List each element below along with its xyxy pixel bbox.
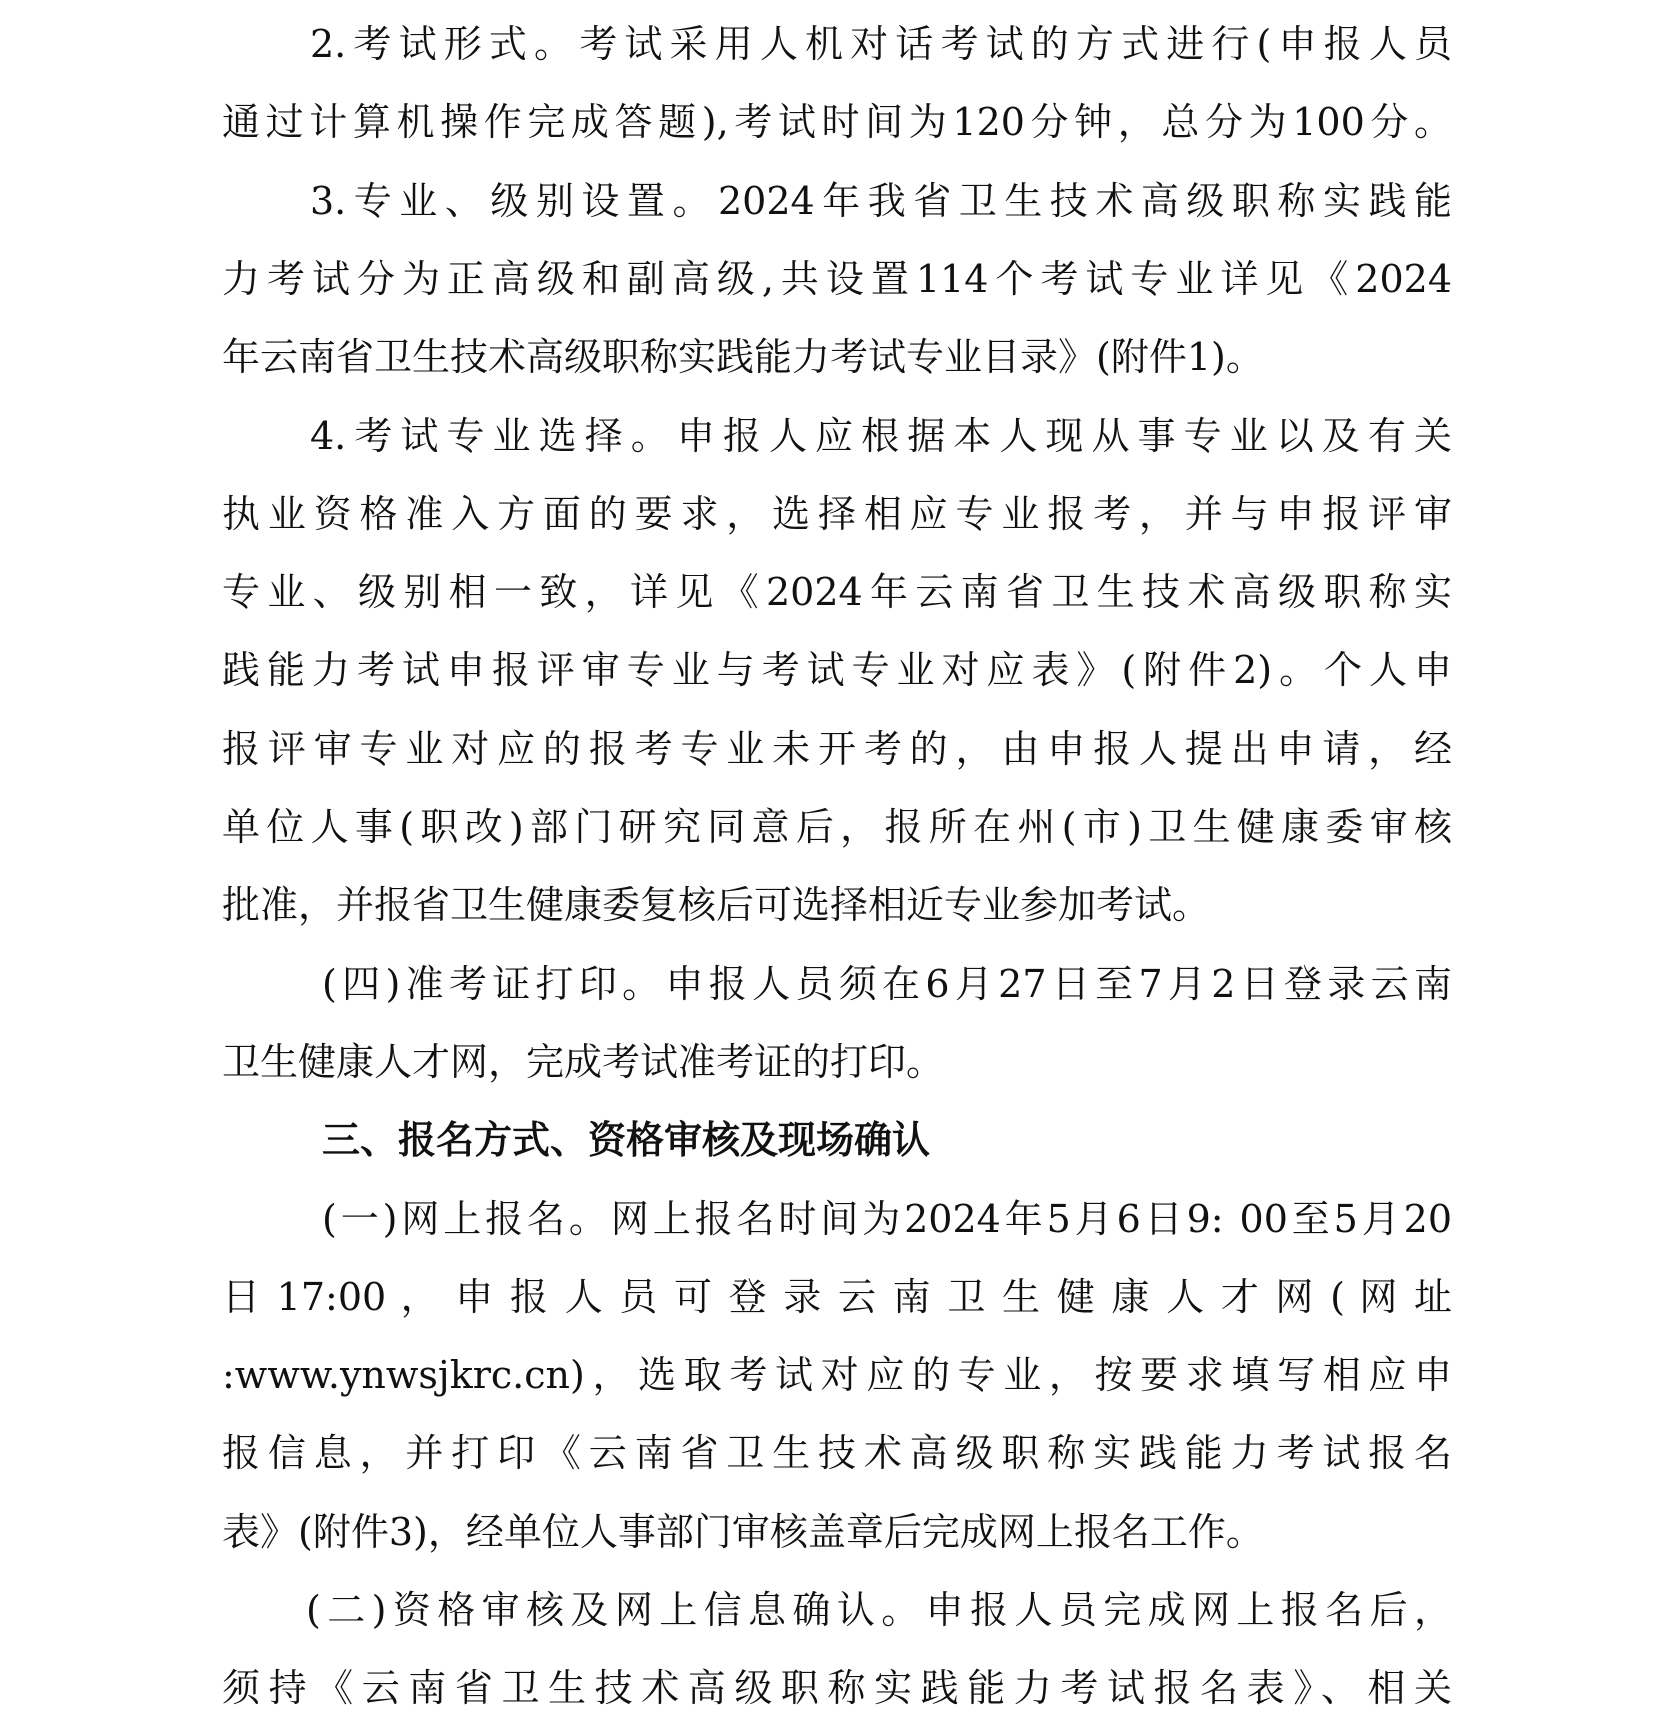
text-line: 日 17:00 ， 申 报 人 员 可 登 录 云 南 卫 生 健 康 人 才 网 ( 网 址	[222, 1274, 1452, 1319]
text-line: 年云南省卫生技术高级职称实践能力考试专业目录》(附件1)。	[222, 335, 1264, 380]
text-line: (一)网上报名。网上报名时间为2024年5月6日9: 00至5月20	[322, 1196, 1452, 1241]
text-line: 批准，并报省卫生健康委复核后可选择相近专业参加考试。	[222, 883, 1211, 928]
text-line: 须持《云南省卫生技术高级职称实践能力考试报名表》、相关	[222, 1666, 1452, 1711]
text-line: :www.ynwsjkrc.cn)，选取考试对应的专业，按要求填写相应申	[222, 1353, 1452, 1398]
text-line: 3.专业、级别设置。2024年我省卫生技术高级职称实践能	[310, 178, 1452, 223]
text-line: 4.考试专业选择。申报人应根据本人现从事专业以及有关	[310, 413, 1452, 458]
text-line: 专业、级别相一致，详见《2024年云南省卫生技术高级职称实	[222, 570, 1452, 615]
text-line: 单位人事(职改)部门研究同意后，报所在州(市)卫生健康委审核	[222, 805, 1452, 849]
text-line: 报评审专业对应的报考专业未开考的，由申报人提出申请，经	[222, 726, 1452, 771]
text-line: 表》(附件3)，经单位人事部门审核盖章后完成网上报名工作。	[222, 1509, 1264, 1554]
text-line: (四)准考证打印。申报人员须在6月27日至7月2日登录云南	[322, 961, 1452, 1006]
text-line: (二)资格审核及网上信息确认。申报人员完成网上报名后，	[306, 1588, 1452, 1632]
text-line: 力考试分为正高级和副高级,共设置114个考试专业详见《2024	[222, 256, 1452, 301]
text-line: 2.考试形式。考试采用人机对话考试的方式进行(申报人员	[310, 22, 1452, 66]
section-heading: 三、报名方式、资格审核及现场确认	[322, 1118, 931, 1163]
text-line: 执业资格准入方面的要求，选择相应专业报考，并与申报评审	[222, 491, 1452, 536]
text-line: 通过计算机操作完成答题),考试时间为120分钟，总分为100分。	[222, 100, 1452, 145]
text-line: 践能力考试申报评审专业与考试专业对应表》(附件2)。个人申	[222, 648, 1452, 693]
text-line: 报信息，并打印《云南省卫生技术高级职称实践能力考试报名	[222, 1431, 1452, 1476]
text-line: 卫生健康人才网，完成考试准考证的打印。	[222, 1039, 945, 1084]
